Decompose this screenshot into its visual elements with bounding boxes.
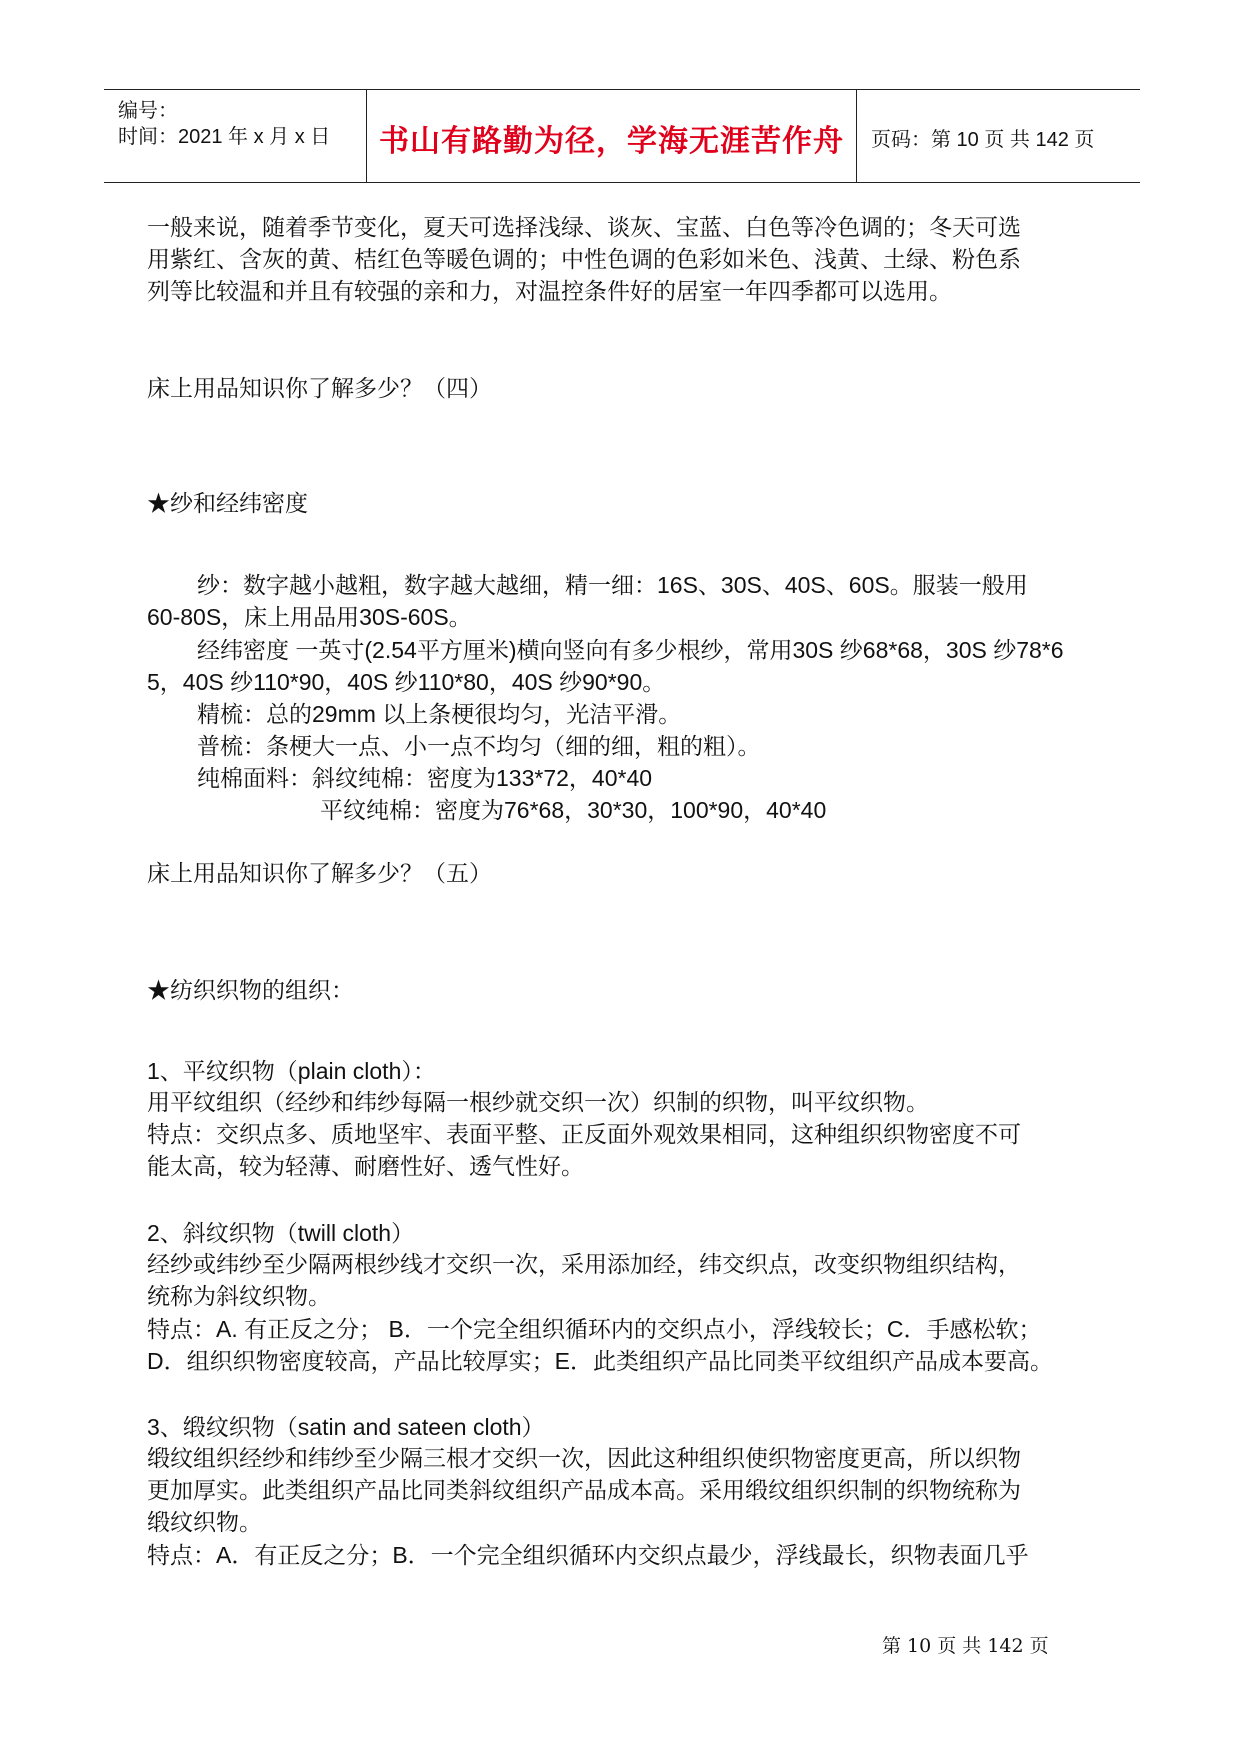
header-middle-cell bbox=[367, 90, 857, 182]
body-paragraph-line: 特点：交织点多、质地坚牢、表面平整、正反面外观效果相同，这种组织织物密度不可 bbox=[147, 1122, 1021, 1148]
body-paragraph-line: 普梳：条梗大一点、小一点不均匀（细的细，粗的粗）。 bbox=[197, 733, 761, 759]
body-paragraph-line: 特点：A. 有正反之分； B．一个完全组织循环内的交织点小，浮线较长；C．手感松软； bbox=[147, 1316, 1042, 1342]
body-paragraph-line: 精梳：总的29mm 以上条梗很均匀，光洁平滑。 bbox=[197, 701, 682, 727]
body-paragraph-line: 能太高，较为轻薄、耐磨性好、透气性好。 bbox=[147, 1154, 584, 1180]
body-paragraph-line: 经纱或纬纱至少隔两根纱线才交织一次，采用添加经，纬交织点，改变织物组织结构， bbox=[147, 1252, 1021, 1278]
body-paragraph-line: 一般来说，随着季节变化，夏天可选择浅绿、谈灰、宝蓝、白色等冷色调的；冬天可选 bbox=[147, 215, 1021, 241]
body-paragraph-line: D．组织织物密度较高，产品比较厚实；E．此类组织产品比同类平纹组织产品成本要高。 bbox=[147, 1348, 1053, 1374]
page-footer: 第 10 页 共 142 页 bbox=[882, 1635, 1049, 1657]
body-paragraph-line: 用紫红、含灰的黄、桔红色等暖色调的；中性色调的色彩如米色、浅黄、土绿、粉色系 bbox=[147, 247, 1021, 273]
body-paragraph-line: 特点：A．有正反之分；B．一个完全组织循环内交织点最少，浮线最长，织物表面几乎 bbox=[147, 1542, 1029, 1568]
subsection-heading: ★纺织织物的组织： bbox=[147, 978, 354, 1004]
list-item-heading: 3、缎纹织物（satin and sateen cloth） bbox=[147, 1414, 545, 1440]
document-number-label: 编号： bbox=[118, 100, 178, 122]
list-item-heading: 1、平纹织物（plain cloth）： bbox=[147, 1058, 436, 1084]
header-page-label: 页码：第 10 页 共 142 页 bbox=[871, 129, 1095, 151]
body-paragraph-line: 统称为斜纹织物。 bbox=[147, 1284, 331, 1310]
header-left-cell bbox=[104, 90, 367, 182]
body-paragraph-line: 缎纹织物。 bbox=[147, 1510, 262, 1536]
body-paragraph-line: 用平纹组织（经纱和纬纱每隔一根纱就交织一次）织制的织物，叫平纹织物。 bbox=[147, 1090, 929, 1116]
body-paragraph-line: 60-80S，床上用品用30S-60S。 bbox=[147, 604, 472, 630]
subsection-heading: ★纱和经纬密度 bbox=[147, 491, 308, 517]
list-item-heading: 2、斜纹织物（twill cloth） bbox=[147, 1220, 415, 1246]
body-paragraph-line: 经纬密度 一英寸(2.54平方厘米)横向竖向有多少根纱，常用30S 纱68*68，30S 纱78*6 bbox=[197, 637, 1064, 663]
body-paragraph-line: 纯棉面料：斜纹纯棉：密度为133*72，40*40 bbox=[197, 765, 653, 791]
document-time-label: 时间：2021 年 x 月 x 日 bbox=[118, 126, 331, 148]
header-motto: 书山有路勤为径，学海无涯苦作舟 bbox=[379, 124, 844, 159]
body-paragraph-line: 平纹纯棉：密度为76*68，30*30，100*90，40*40 bbox=[320, 797, 827, 823]
section-heading: 床上用品知识你了解多少？（五） bbox=[147, 861, 492, 887]
body-paragraph-line: 更加厚实。此类组织产品比同类斜纹组织产品成本高。采用缎纹组织织制的织物统称为 bbox=[147, 1478, 1021, 1504]
body-paragraph-line: 缎纹组织经纱和纬纱至少隔三根才交织一次，因此这种组织使织物密度更高，所以织物 bbox=[147, 1446, 1021, 1472]
body-paragraph-line: 纱：数字越小越粗，数字越大越细，精一细：16S、30S、40S、60S。服装一般用 bbox=[197, 572, 1028, 598]
body-paragraph-line: 5，40S 纱110*90，40S 纱110*80，40S 纱90*90。 bbox=[147, 669, 666, 695]
header-right-cell bbox=[857, 90, 1140, 182]
section-heading: 床上用品知识你了解多少？（四） bbox=[147, 376, 492, 402]
page-header bbox=[104, 89, 1140, 183]
body-paragraph-line: 列等比较温和并且有较强的亲和力，对温控条件好的居室一年四季都可以选用。 bbox=[147, 279, 952, 305]
